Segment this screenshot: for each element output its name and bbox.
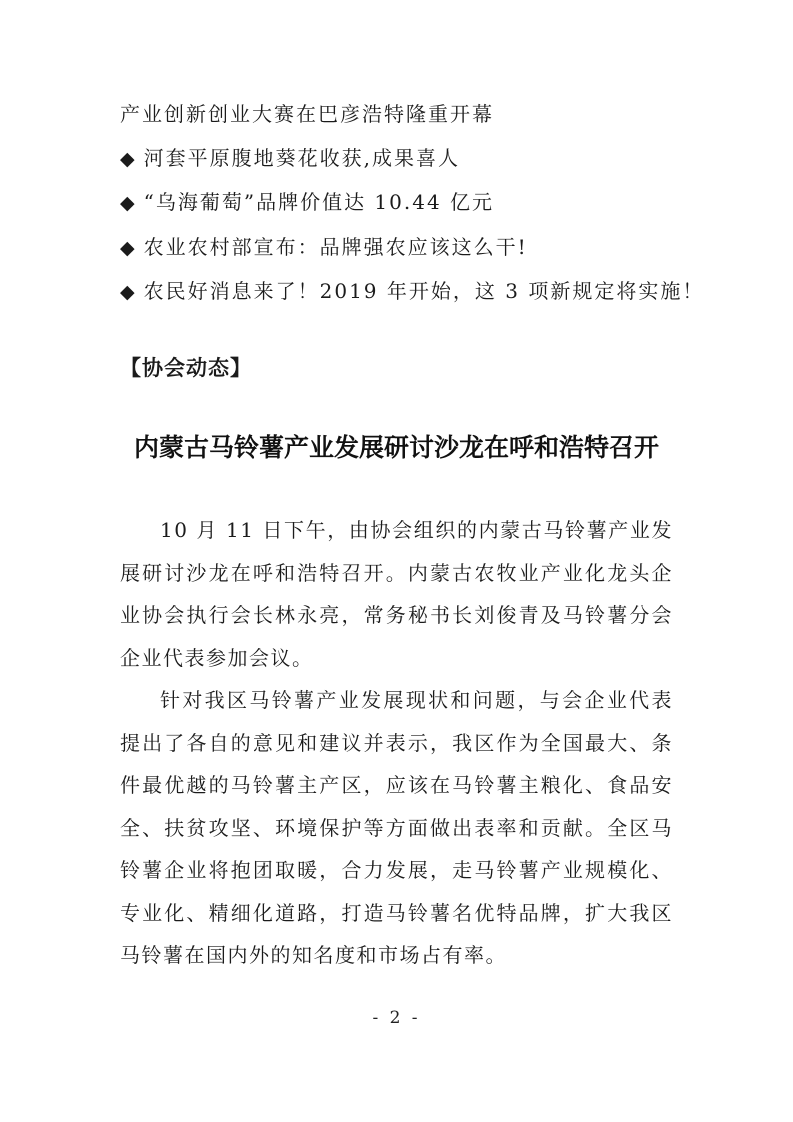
diamond-bullet-icon: ◆: [120, 192, 135, 214]
headline-text: 农业农村部宣布：品牌强农应该这么干!: [143, 234, 528, 259]
headline-item: [120, 181, 680, 226]
page-number: - 2 -: [372, 1008, 421, 1028]
paragraph: 10 月 11 日下午，由协会组织的内蒙古马铃薯产业发展研讨沙龙在呼和浩特召开。内蒙古农牧业产业化龙头企业协会执行会长林永亮，常务秘书长刘俊青及马铃薯分会企业代表参加会议。: [120, 518, 673, 670]
headline-text: 河套平原腹地葵花收获,成果喜人: [143, 145, 460, 170]
section-label: 【协会动态】: [120, 356, 252, 380]
headline-text: 农民好消息来了！2019 年开始，这 3 项新规定将实施！: [143, 279, 705, 303]
article-title: 内蒙古马铃薯产业发展研讨沙龙在呼和浩特召开: [133, 433, 659, 462]
diamond-bullet-icon: ◆: [120, 147, 135, 170]
article-body: [120, 509, 673, 977]
headline-continuation-line: [120, 93, 680, 137]
paragraph: 针对我区马铃薯产业发展现状和问题，与会企业代表提出了各自的意见和建议并表示，我区作为全国最大、条件最优越的马铃薯主产区，应该在马铃薯主粮化、食品安全、扶贫攻坚、环境保护等方面做出表率和贡献。全区马铃薯企业将抱团取暖，合力发展，走马铃薯产业规模化、专业化、精细化道路，打造马铃薯名优特品牌，扩大我区马铃薯在国内外的知名度和市场占有率。: [120, 688, 673, 967]
diamond-bullet-icon: ◆: [120, 236, 135, 259]
headline-item: [120, 137, 680, 182]
headline-text: “乌海葡萄”品牌价值达 10.44 亿元: [143, 190, 495, 214]
headline-text: 产业创新创业大赛在巴彦浩特隆重开幕: [120, 102, 494, 126]
headline-list: [120, 93, 705, 315]
headline-item: [120, 270, 705, 315]
headline-item: [120, 226, 680, 271]
diamond-bullet-icon: ◆: [120, 281, 135, 303]
